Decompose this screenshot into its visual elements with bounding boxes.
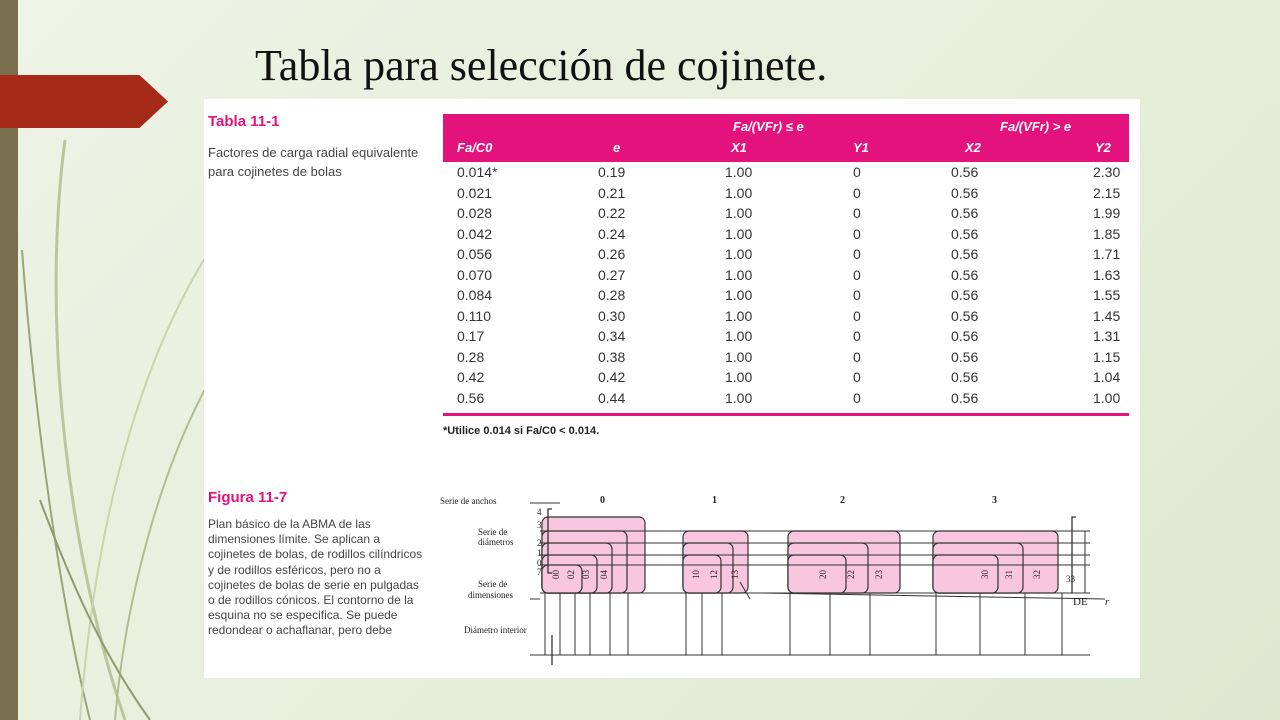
figure-caption: Plan básico de la ABMA de las dimensiones límite. Se aplican a cojinetes de bolas, de rodillos cilíndricos y de rodillos esféricos, pero no a cojinetes de bolas de serie en pulgadas o de rodillos cónicos. El contorno de la esquina no se especifica. Se puede redondear o achaflanar, pero debe bbox=[208, 517, 423, 638]
table-cell: 1.71 bbox=[1093, 246, 1121, 262]
table-cell: 0 bbox=[853, 205, 861, 221]
table-row bbox=[443, 307, 1129, 328]
table-row bbox=[443, 245, 1129, 266]
figure-label: Figura 11-7 bbox=[208, 489, 288, 506]
table-row bbox=[443, 184, 1129, 205]
table-cell: 0 bbox=[853, 389, 861, 406]
table-cell: 0.28 bbox=[457, 348, 485, 365]
table-cell: 0.56 bbox=[951, 287, 979, 303]
diameter-series-value: 3 bbox=[537, 520, 542, 530]
table-cell: 0.44 bbox=[598, 389, 626, 406]
series-code: 04 bbox=[599, 570, 609, 579]
table-cell: 0.42 bbox=[457, 369, 485, 385]
table-cell: 0 bbox=[853, 246, 861, 262]
width-series-value: 3 bbox=[992, 495, 997, 506]
table-cell: 1.00 bbox=[1093, 389, 1121, 406]
column-header: e bbox=[613, 140, 621, 155]
width-series-value: 2 bbox=[840, 495, 845, 506]
table-cell: 0.084 bbox=[457, 287, 493, 303]
table-cell: 0.34 bbox=[598, 328, 626, 344]
diameter-series-value: 1 bbox=[537, 548, 542, 558]
table-cell: 0.56 bbox=[951, 246, 979, 262]
table-bottom-rule bbox=[443, 413, 1129, 416]
column-header: Fa/C0 bbox=[457, 140, 493, 155]
header-cells bbox=[443, 140, 1129, 160]
table-cell: 0.56 bbox=[951, 266, 979, 283]
series-code: 20 bbox=[818, 570, 828, 579]
series-code: 02 bbox=[566, 570, 576, 579]
table-header bbox=[443, 114, 1129, 162]
diameter-series-label: diámetros bbox=[478, 537, 514, 547]
table-cell: 0 bbox=[853, 164, 861, 180]
table-cell: 0.042 bbox=[457, 225, 493, 242]
table-cell: 0 bbox=[853, 369, 861, 385]
table-cell: 0.028 bbox=[457, 205, 493, 221]
table-cell: 1.00 bbox=[725, 389, 753, 406]
bore-label: Diámetro interior bbox=[464, 625, 527, 635]
table-row bbox=[443, 225, 1129, 246]
table-cell: 0.56 bbox=[951, 369, 979, 385]
table-cell: 0.24 bbox=[598, 225, 626, 242]
title-arrow-shape bbox=[0, 75, 168, 128]
table-cell: 0.56 bbox=[457, 389, 485, 406]
table-row bbox=[443, 368, 1129, 389]
series-code: 10 bbox=[691, 570, 701, 579]
table-row bbox=[443, 163, 1129, 184]
table-cell: 1.00 bbox=[725, 287, 753, 303]
table-row bbox=[443, 204, 1129, 225]
table-cell: 1.31 bbox=[1093, 328, 1121, 344]
column-header: X2 bbox=[965, 140, 981, 155]
table-cell: 0.56 bbox=[951, 328, 979, 344]
table-cell: 0.22 bbox=[598, 205, 626, 221]
dimension-series-label: dimensiones bbox=[468, 590, 513, 600]
table-cell: 0.56 bbox=[951, 389, 979, 406]
table-cell: 1.00 bbox=[725, 328, 753, 344]
diameter-series-value: 0 bbox=[537, 558, 542, 568]
table-row bbox=[443, 266, 1129, 287]
header-group-1: Fa/(VFr) ≤ e bbox=[733, 119, 804, 134]
table-cell: 1.00 bbox=[725, 307, 753, 324]
table-cell: 1.04 bbox=[1093, 369, 1121, 385]
table-cell: 0.56 bbox=[951, 164, 979, 180]
table-cell: 1.55 bbox=[1093, 287, 1121, 303]
table-cell: 1.00 bbox=[725, 225, 753, 242]
column-header: X1 bbox=[731, 140, 747, 155]
table-cell: 2.30 bbox=[1093, 164, 1121, 180]
table-cell: 1.15 bbox=[1093, 348, 1121, 365]
column-header: Y1 bbox=[853, 140, 869, 155]
table-cell: 1.99 bbox=[1093, 205, 1121, 221]
table-cell: 0.28 bbox=[598, 287, 626, 303]
series-code: 13 bbox=[730, 570, 740, 579]
table-cell: 1.00 bbox=[725, 246, 753, 262]
table-cell: 0 bbox=[853, 348, 861, 365]
table-cell: 0.56 bbox=[951, 348, 979, 365]
table-cell: 1.00 bbox=[725, 266, 753, 283]
slide-title: Tabla para selección de cojinete. bbox=[255, 41, 828, 90]
table-cell: 1.00 bbox=[725, 205, 753, 221]
table-cell: 0.110 bbox=[457, 307, 491, 324]
table-row bbox=[443, 348, 1129, 369]
table-cell: 0 bbox=[853, 184, 861, 201]
table-cell: 0 bbox=[853, 307, 861, 324]
table-cell: 0.27 bbox=[598, 266, 626, 283]
table-cell: 1.00 bbox=[725, 369, 753, 385]
table-cell: 0.17 bbox=[457, 328, 485, 344]
table-cell: 0.38 bbox=[598, 348, 626, 365]
diameter-series-label: Serie de bbox=[478, 527, 508, 537]
series-code: 23 bbox=[874, 570, 884, 579]
table-cell: 0.56 bbox=[951, 307, 979, 324]
series-code: 31 bbox=[1004, 570, 1014, 579]
table-cell: 2.15 bbox=[1093, 184, 1121, 201]
diameter-series-value: 7 bbox=[537, 567, 542, 577]
header-group-2: Fa/(VFr) > e bbox=[1000, 119, 1072, 134]
diameter-series-value: 2 bbox=[537, 538, 542, 548]
table-cell: 0.26 bbox=[598, 246, 626, 262]
series-code: 03 bbox=[581, 570, 591, 579]
table-cell: 0.014* bbox=[457, 164, 498, 180]
scanned-page-panel bbox=[204, 99, 1140, 678]
table-row bbox=[443, 327, 1129, 348]
width-series-value: 1 bbox=[712, 495, 717, 506]
diameter-series-value: 4 bbox=[537, 507, 542, 517]
table-cell: 0 bbox=[853, 225, 861, 242]
table-footnote: *Utilice 0.014 si Fa/C0 < 0.014. bbox=[443, 425, 600, 437]
table-body bbox=[443, 163, 1129, 409]
series-code: 22 bbox=[846, 570, 856, 579]
dimension-33-label: 33 bbox=[1066, 574, 1075, 584]
width-series-value: 0 bbox=[600, 495, 605, 506]
table-caption: Factores de carga radial equivalente para cojinetes de bolas bbox=[208, 145, 419, 179]
series-code: 32 bbox=[1032, 570, 1042, 579]
table-cell: 0 bbox=[853, 287, 861, 303]
table-cell: 1.00 bbox=[725, 184, 753, 201]
series-code: 30 bbox=[980, 570, 990, 579]
column-header: Y2 bbox=[1095, 140, 1111, 155]
table-row bbox=[443, 286, 1129, 307]
width-series-label: Serie de anchos bbox=[440, 496, 497, 506]
table-cell: 0.42 bbox=[598, 369, 626, 385]
abma-dimension-diagram bbox=[440, 487, 1130, 677]
table-cell: 1.45 bbox=[1093, 307, 1121, 324]
table-cell: 0.070 bbox=[457, 266, 493, 283]
table-cell: 0.021 bbox=[457, 184, 493, 201]
table-cell: 0.056 bbox=[457, 246, 493, 262]
corner-radius-label: r bbox=[1105, 596, 1110, 608]
table-cell: 0.21 bbox=[598, 184, 626, 201]
table-cell: 0.56 bbox=[951, 205, 979, 221]
table-cell: 0.19 bbox=[598, 164, 626, 180]
table-cell: 1.00 bbox=[725, 164, 753, 180]
table-cell: 0 bbox=[853, 328, 861, 344]
series-code: 12 bbox=[709, 570, 719, 579]
table-cell: 0.30 bbox=[598, 307, 626, 324]
table-cell: 0 bbox=[853, 266, 861, 283]
dimension-series-label: Serie de bbox=[478, 579, 508, 589]
table-cell: 1.63 bbox=[1093, 266, 1121, 283]
table-label: Tabla 11-1 bbox=[208, 113, 280, 130]
table-row bbox=[443, 389, 1129, 410]
bearing-outline bbox=[788, 555, 846, 593]
table-cell: 0.56 bbox=[951, 184, 979, 201]
table-cell: 1.00 bbox=[725, 348, 753, 365]
table-cell: 0.56 bbox=[951, 225, 979, 242]
table-cell: 1.85 bbox=[1093, 225, 1121, 242]
de-label: DE bbox=[1073, 596, 1088, 608]
series-code: 00 bbox=[551, 570, 561, 579]
